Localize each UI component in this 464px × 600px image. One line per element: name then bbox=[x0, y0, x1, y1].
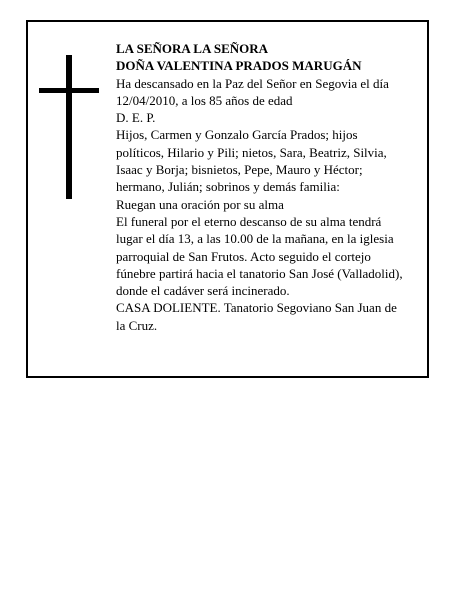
notice-line: 12/04/2010, a los 85 años de edad bbox=[116, 92, 293, 108]
notice-line: la Cruz. bbox=[116, 317, 158, 333]
notice-heading: LA SEÑORA LA SEÑORA bbox=[116, 41, 269, 56]
deceased-name: DOÑA VALENTINA PRADOS MARUGÁN bbox=[116, 58, 362, 74]
notice-line: políticos, Hilario y Pili; nietos, Sara, Beatriz, Silvia, bbox=[116, 144, 387, 160]
notice-line: El funeral por el eterno descanso de su alma tendrá bbox=[116, 213, 382, 229]
notice-line: Isaac y Borja; bisnietos, Pepe, Mauro y Héctor; bbox=[116, 162, 363, 178]
notice-line: parroquial de San Frutos. Acto seguido el cortejo bbox=[116, 248, 371, 264]
cross-horizontal-bar bbox=[39, 88, 99, 93]
notice-line: hermano, Julián; sobrinos y demás familia: bbox=[116, 179, 340, 195]
notice-line: CASA DOLIENTE. Tanatorio Segoviano San Juan de bbox=[116, 300, 397, 316]
notice-line: Ha descansado en la Paz del Señor en Segovia el día bbox=[116, 75, 389, 91]
notice-text bbox=[116, 40, 421, 334]
cross-vertical-bar bbox=[66, 55, 72, 199]
obituary-notice bbox=[26, 20, 429, 378]
notice-line: Hijos, Carmen y Gonzalo García Prados; hijos bbox=[116, 127, 358, 143]
notice-line: D. E. P. bbox=[116, 110, 156, 126]
notice-line: lugar el día 13, a las 10.00 de la mañana, en la iglesia bbox=[116, 231, 394, 247]
notice-line: donde el cadáver será incinerado. bbox=[116, 283, 290, 299]
notice-line: fúnebre partirá hacia el tanatorio San José (Valladolid), bbox=[116, 265, 403, 281]
cross-icon bbox=[39, 55, 99, 199]
notice-line: Ruegan una oración por su alma bbox=[116, 196, 284, 212]
